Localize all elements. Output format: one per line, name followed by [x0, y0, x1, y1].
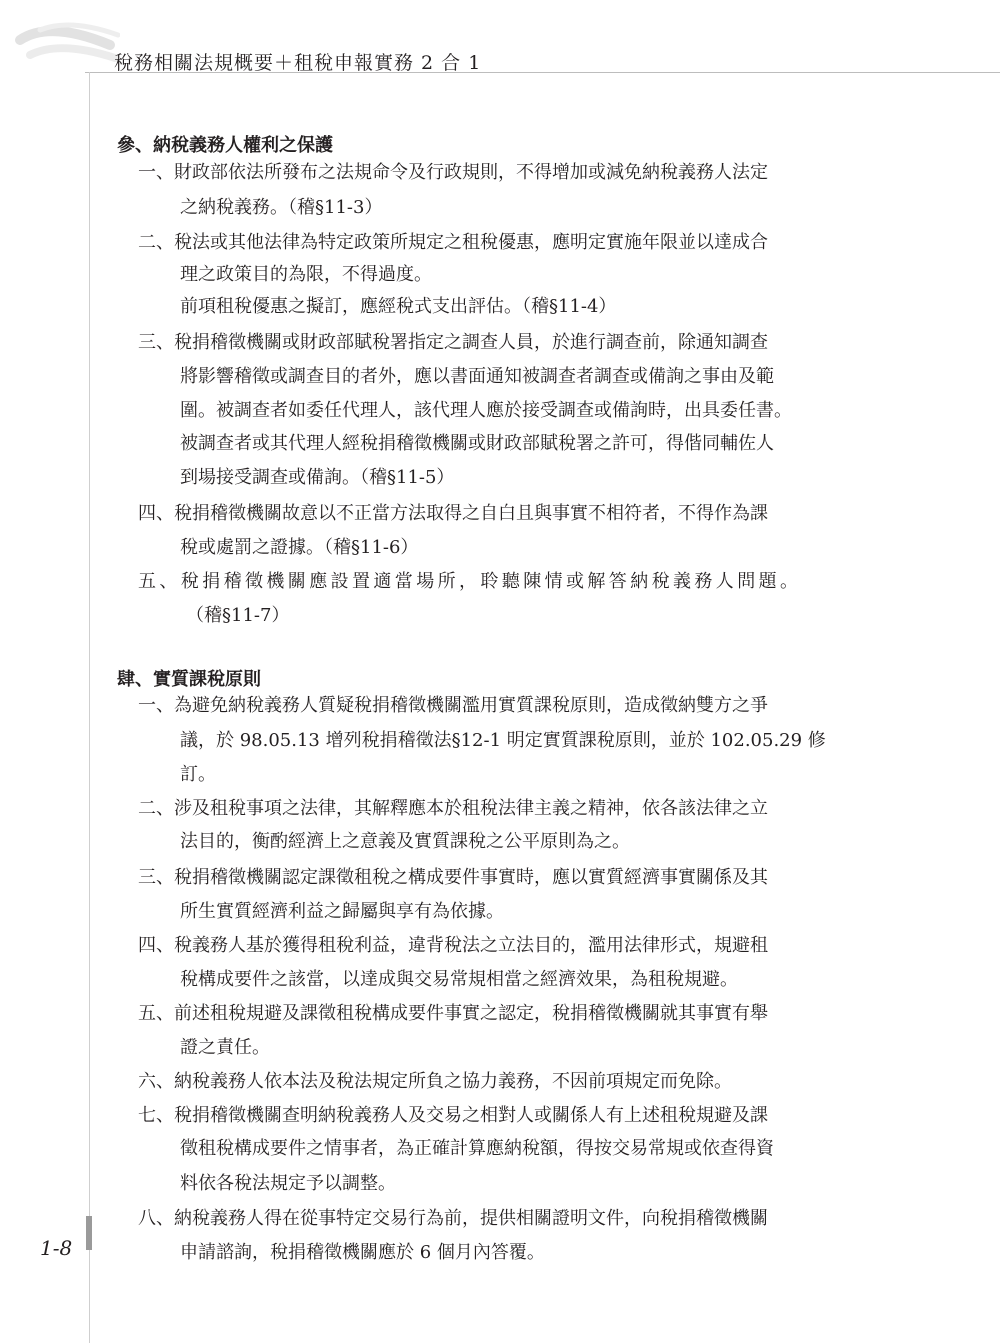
item-text: 所生實質經濟利益之歸屬與享有為依據。	[180, 901, 504, 922]
item-text: 四、稅捐稽徵機關故意以不正當方法取得之自白且與事實不相符者，不得作為課	[138, 503, 768, 524]
item-text: 稅或處罰之證據。（稽§11-6）	[180, 537, 419, 558]
item-text: 三、稅捐稽徵機關認定課徵租稅之構成要件事實時，應以實質經濟事實關係及其	[138, 867, 768, 888]
section-heading: 肆、實質課稅原則	[117, 669, 261, 690]
item-text: 三、稅捐稽徵機關或財政部賦稅署指定之調查人員，於進行調查前，除通知調查	[138, 332, 768, 353]
page-number: 1-8	[40, 1236, 73, 1260]
item-text: 一、財政部依法所發布之法規命令及行政規則，不得增加或減免納稅義務人法定	[138, 162, 768, 183]
item-text: 前項租稅優惠之擬訂，應經稅式支出評估。（稽§11-4）	[180, 296, 617, 317]
item-text: 被調查者或其代理人經稅捐稽徵機關或財政部賦稅署之許可，得偕同輔佐人	[180, 433, 774, 454]
item-text: 五、稅捐稽徵機關應設置適當場所，聆聽陳情或解答納稅義務人問題。	[138, 571, 802, 592]
section-heading: 參、納稅義務人權利之保護	[117, 135, 333, 156]
page-number-bar	[86, 1216, 92, 1250]
item-text: 證之責任。	[180, 1037, 270, 1058]
item-text: 到場接受調查或備詢。（稽§11-5）	[180, 467, 455, 488]
item-text: 圍。被調查者如委任代理人，該代理人應於接受調查或備詢時，出具委任書。	[180, 400, 792, 421]
item-text: 之納稅義務。（稽§11-3）	[180, 197, 383, 218]
item-text: 將影響稽徵或調查目的者外，應以書面通知被調查者調查或備詢之事由及範	[180, 366, 774, 387]
item-text: （稽§11-7）	[186, 605, 290, 626]
item-text: 六、納稅義務人依本法及稅法規定所負之協力義務，不因前項規定而免除。	[138, 1071, 732, 1092]
item-text: 訂。	[180, 764, 216, 785]
item-text: 申請諮詢，稅捐稽徵機關應於 6 個月內答覆。	[180, 1242, 545, 1263]
item-text: 理之政策目的為限，不得過度。	[180, 264, 432, 285]
item-text: 稅構成要件之該當，以達成與交易常規相當之經濟效果，為租稅規避。	[180, 969, 738, 990]
item-text: 議，於 98.05.13 增列稅捐稽徵法§12-1 明定實質課稅原則，並於 102.05.29 修	[180, 730, 826, 751]
item-text: 料依各稅法規定予以調整。	[180, 1173, 396, 1194]
item-text: 八、納稅義務人得在從事特定交易行為前，提供相關證明文件，向稅捐稽徵機關	[138, 1208, 768, 1229]
running-header: 稅務相關法規概要＋租稅申報實務 2 合 1	[114, 52, 482, 74]
margin-rule	[89, 72, 90, 1343]
item-text: 法目的，衡酌經濟上之意義及實質課稅之公平原則為之。	[180, 831, 630, 852]
item-text: 徵租稅構成要件之情事者，為正確計算應納稅額，得按交易常規或依查得資	[180, 1138, 774, 1159]
item-text: 五、前述租稅規避及課徵租稅構成要件事實之認定，稅捐稽徵機關就其事實有舉	[138, 1003, 768, 1024]
item-text: 二、稅法或其他法律為特定政策所規定之租稅優惠，應明定實施年限並以達成合	[138, 232, 768, 253]
item-text: 二、涉及租稅事項之法律，其解釋應本於租稅法律主義之精神，依各該法律之立	[138, 798, 768, 819]
item-text: 七、稅捐稽徵機關查明納稅義務人及交易之相對人或關係人有上述租稅規避及課	[138, 1105, 768, 1126]
header-decoration	[0, 0, 120, 80]
item-text: 四、稅義務人基於獲得租稅利益，違背稅法之立法目的，濫用法律形式，規避租	[138, 935, 768, 956]
item-text: 一、為避免納稅義務人質疑稅捐稽徵機關濫用實質課稅原則，造成徵納雙方之爭	[138, 695, 768, 716]
